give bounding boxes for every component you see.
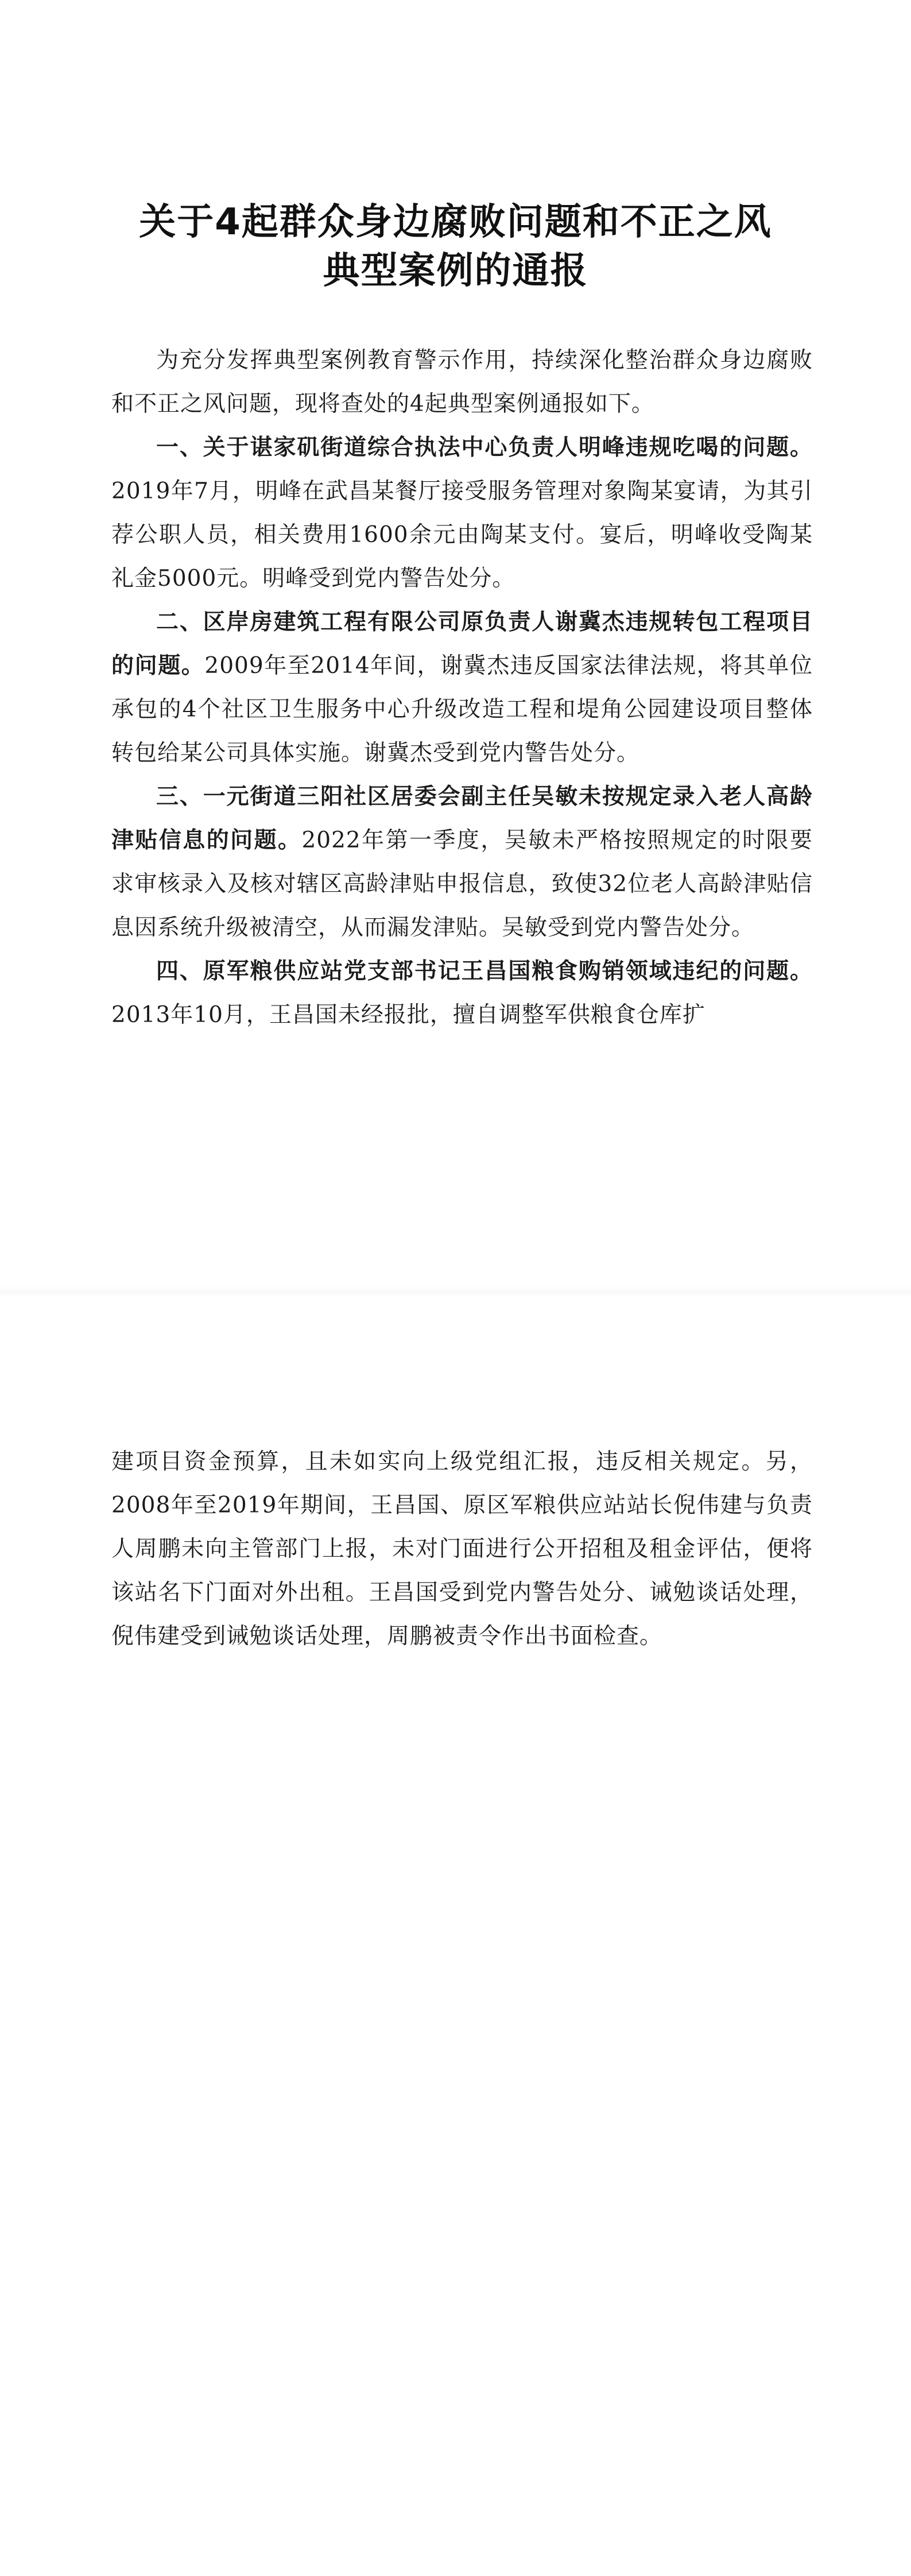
page-break-shadow xyxy=(0,1286,911,1298)
case-body-3: 2022年第一季度，吴敏未严格按照规定的时限要求审核录入及核对辖区高龄津贴申报信息，致使32位老人高龄津贴信息因系统升级被清空，从而漏发津贴。吴敏受到党内警告处分。 xyxy=(111,827,813,941)
intro-paragraph: 为充分发挥典型案例教育警示作用，持续深化整治群众身边腐败和不正之风问题，现将查处的4起典型案例通报如下。 xyxy=(111,347,813,417)
case-paragraph-3 xyxy=(111,775,813,950)
document-body xyxy=(111,339,813,1037)
case-paragraph-1 xyxy=(111,426,813,601)
document-body-continued xyxy=(111,1440,813,1658)
continuation-paragraph: 建项目资金预算，且未如实向上级党组汇报，违反相关规定。另，2008年至2019年期间，王昌国、原区军粮供应站站长倪伟建与负责人周鹏未向主管部门上报，未对门面进行公开招租及租金评估，便将该站名下门面对外出租。王昌国受到党内警告处分、诫勉谈话处理，倪伟建受到诫勉谈话处理，周鹏被责令作出书面检查。 xyxy=(111,1449,813,1649)
document-page-1 xyxy=(0,0,911,1235)
case-heading-3: 三、一元街道三阳社区居委会副主任吴敏未按规定录入老人高龄津贴信息的问题。 xyxy=(111,784,813,853)
case-heading-2: 二、区岸房建筑工程有限公司原负责人谢冀杰违规转包工程项目的问题。 xyxy=(111,609,813,679)
document-title-line-2: 典型案例的通报 xyxy=(323,250,588,292)
case-body-1: 2019年7月，明峰在武昌某餐厅接受服务管理对象陶某宴请，为其引荐公职人员，相关费用1600余元由陶某支付。宴后，明峰收受陶某礼金5000元。明峰受到党内警告处分。 xyxy=(111,478,813,591)
case-heading-4: 四、原军粮供应站党支部书记王昌国粮食购销领域违纪的问题。 xyxy=(156,958,813,984)
page-break xyxy=(0,1240,911,1378)
case-body-2: 2009年至2014年间，谢冀杰违反国家法律法规，将其单位承包的4个社区卫生服务中心升级改造工程和堤角公园建设项目整体转包给某公司具体实施。谢冀杰受到党内警告处分。 xyxy=(111,653,813,766)
document-title-line-1: 关于4起群众身边腐败问题和不正之风 xyxy=(139,201,772,243)
case-body-4: 2013年10月，王昌国未经报批，擅自调整军供粮食仓库扩 xyxy=(111,1002,705,1028)
case-paragraph-4 xyxy=(111,950,813,1037)
case-heading-1: 一、关于谌家矶街道综合执法中心负责人明峰违规吃喝的问题。 xyxy=(156,435,813,461)
case-paragraph-2 xyxy=(111,601,813,775)
